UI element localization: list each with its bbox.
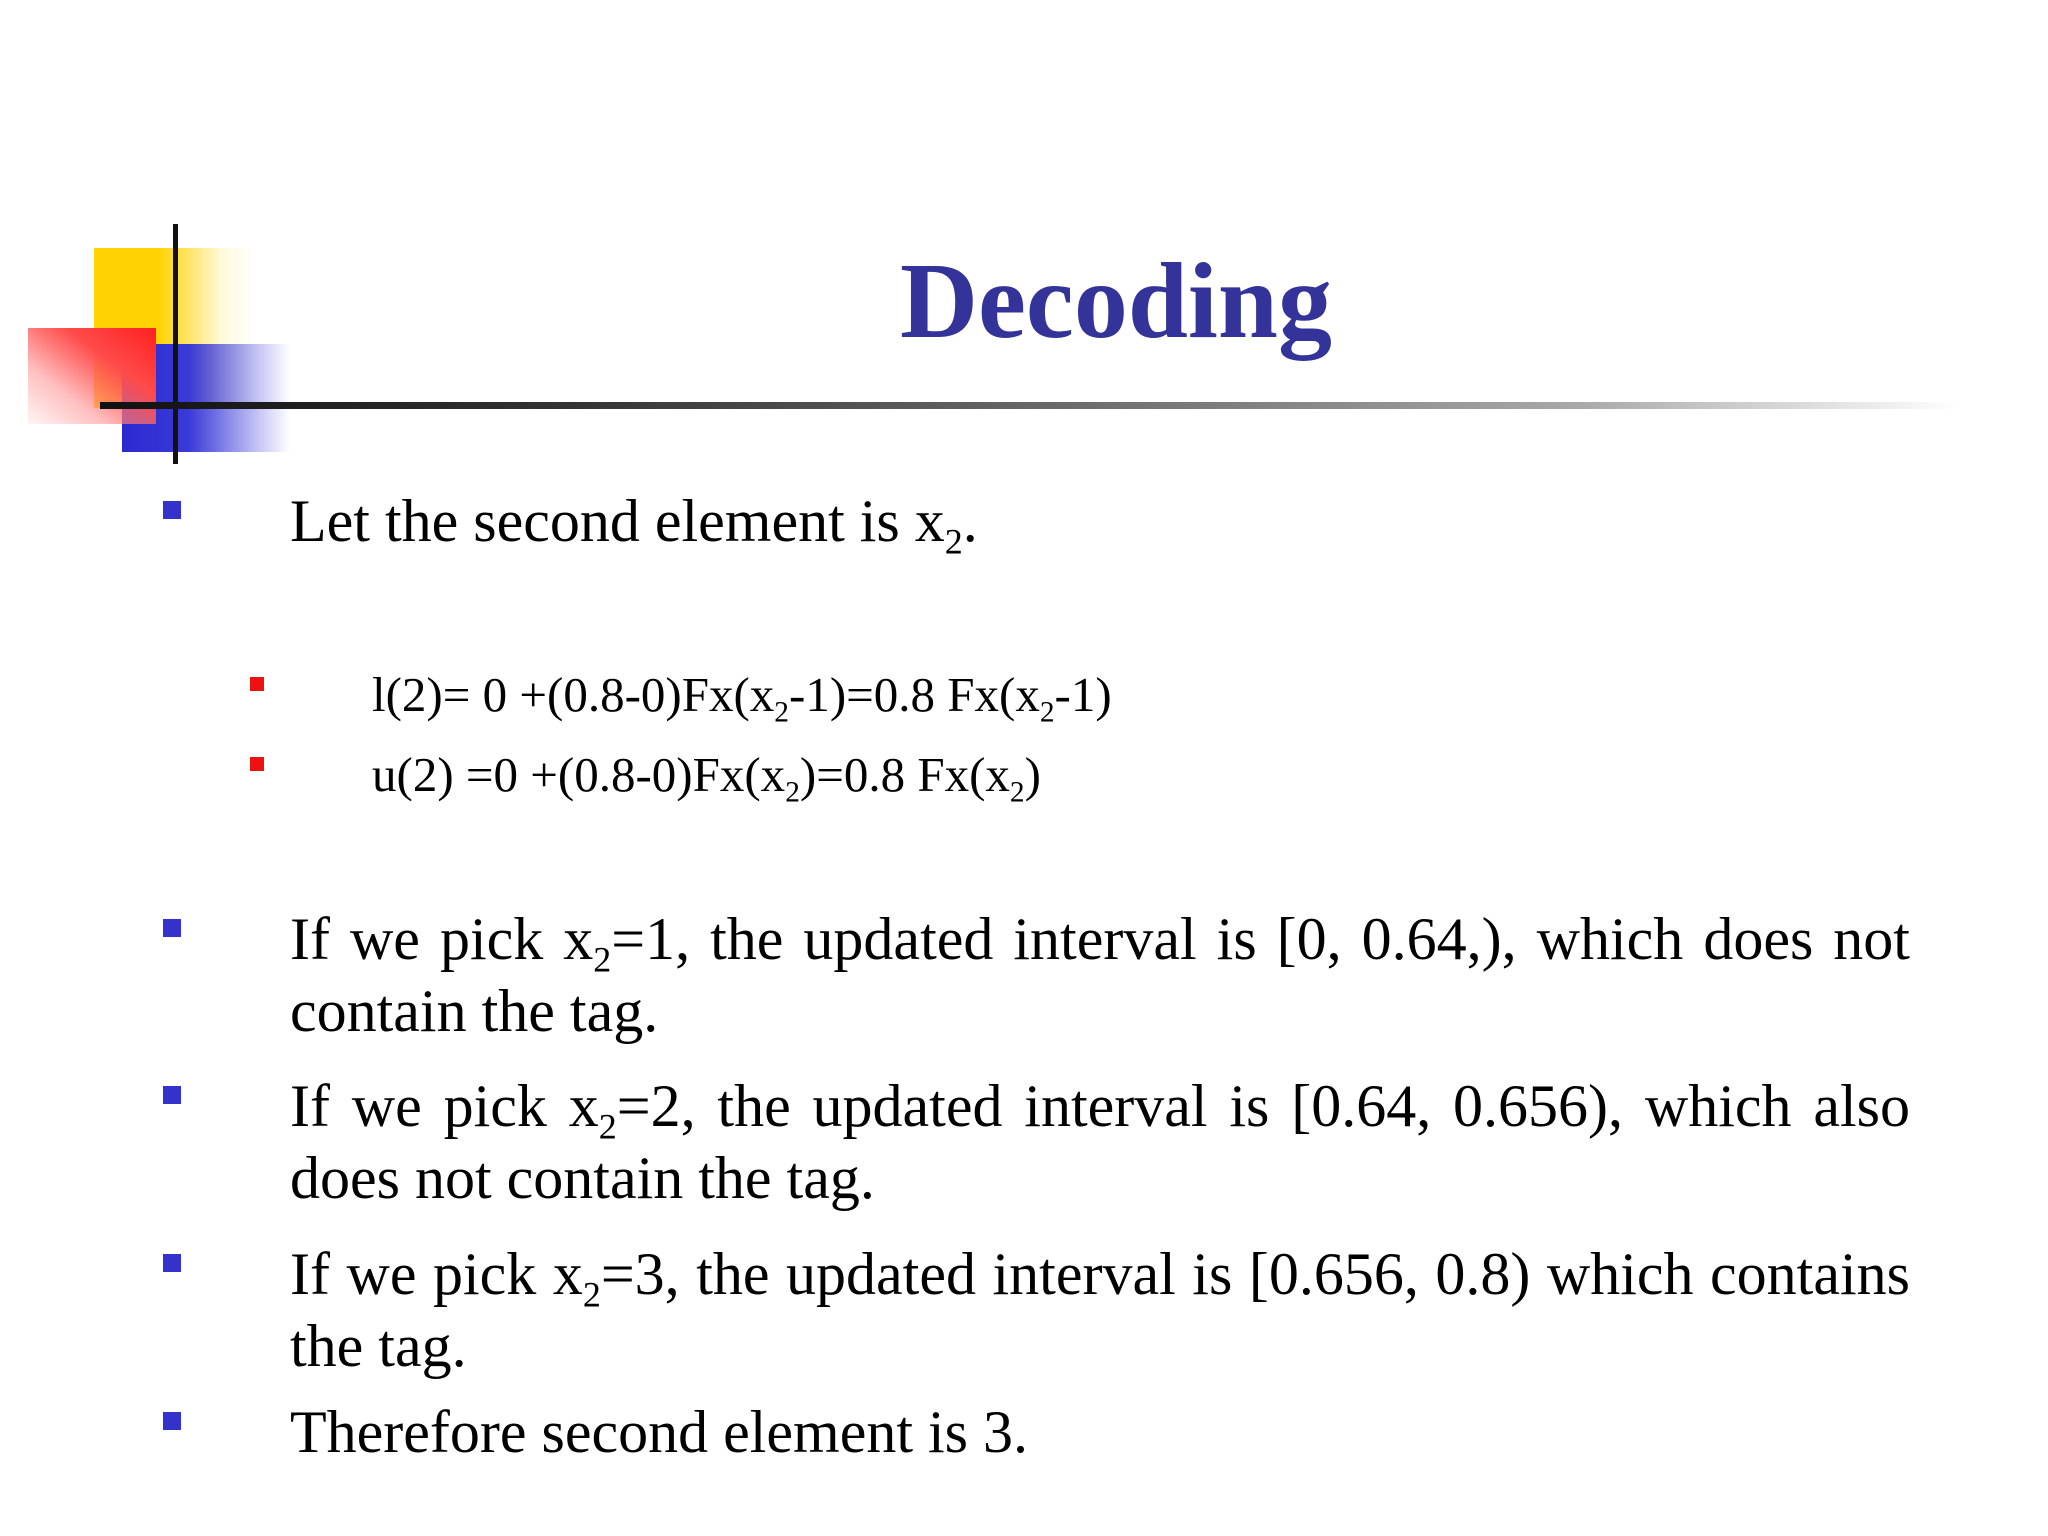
bullet-text-main: If we pick x (290, 906, 594, 972)
bullet-square-icon (163, 919, 181, 937)
subscript: 2 (944, 521, 963, 562)
bullet-square-icon (163, 1254, 181, 1272)
subscript: 2 (774, 696, 789, 729)
subscript: 2 (1039, 696, 1055, 729)
bullet-text-main: If we pick x (290, 1073, 599, 1139)
logo-red-square (28, 328, 156, 424)
subscript: 2 (582, 1274, 601, 1315)
slide-title: Decoding (900, 242, 1332, 361)
bullet-text (290, 1070, 1910, 1214)
bullet-text-tail: =2, the updated interval is [0.64, 0.656), which also does not contain the tag. (290, 1073, 1910, 1211)
formula-part: ) (1024, 747, 1041, 802)
formula-part: l(2)= 0 +(0.8-0)Fx(x (372, 667, 775, 722)
sub-bullet-text (372, 665, 1672, 729)
formula-part: -1) (1054, 667, 1112, 722)
bullet-text (290, 1238, 1910, 1382)
bullet-text (290, 903, 1910, 1047)
bullet-square-icon (250, 677, 264, 691)
subscript: 2 (593, 939, 612, 980)
formula-part: u(2) =0 +(0.8-0)Fx(x (372, 747, 786, 802)
subscript: 2 (598, 1106, 617, 1147)
formula-part: -1)=0.8 Fx(x (789, 667, 1040, 722)
bullet-text-main: If we pick x (290, 1241, 583, 1307)
bullet-text (290, 485, 1910, 562)
subscript: 2 (1009, 776, 1025, 809)
subscript: 2 (785, 776, 800, 809)
bullet-text: Therefore second element is 3. (290, 1399, 1029, 1465)
bullet-square-icon (163, 1086, 181, 1104)
bullet-square-icon (250, 757, 264, 771)
bullet-text-main: Let the second element is x (290, 488, 945, 554)
bullet-square-icon (163, 1412, 181, 1430)
bullet-text-tail: =1, the updated interval is [0, 0.64,), which does not contain the tag. (290, 906, 1910, 1044)
title-underline (100, 402, 1960, 409)
bullet-square-icon (163, 501, 181, 519)
sub-bullet-text (372, 745, 1672, 809)
formula-part: )=0.8 Fx(x (799, 747, 1010, 802)
logo-vertical-line (173, 224, 178, 464)
bullet-text-tail: . (962, 488, 978, 554)
bullet-text-tail: =3, the updated interval is [0.656, 0.8) which contains the tag. (290, 1241, 1910, 1379)
